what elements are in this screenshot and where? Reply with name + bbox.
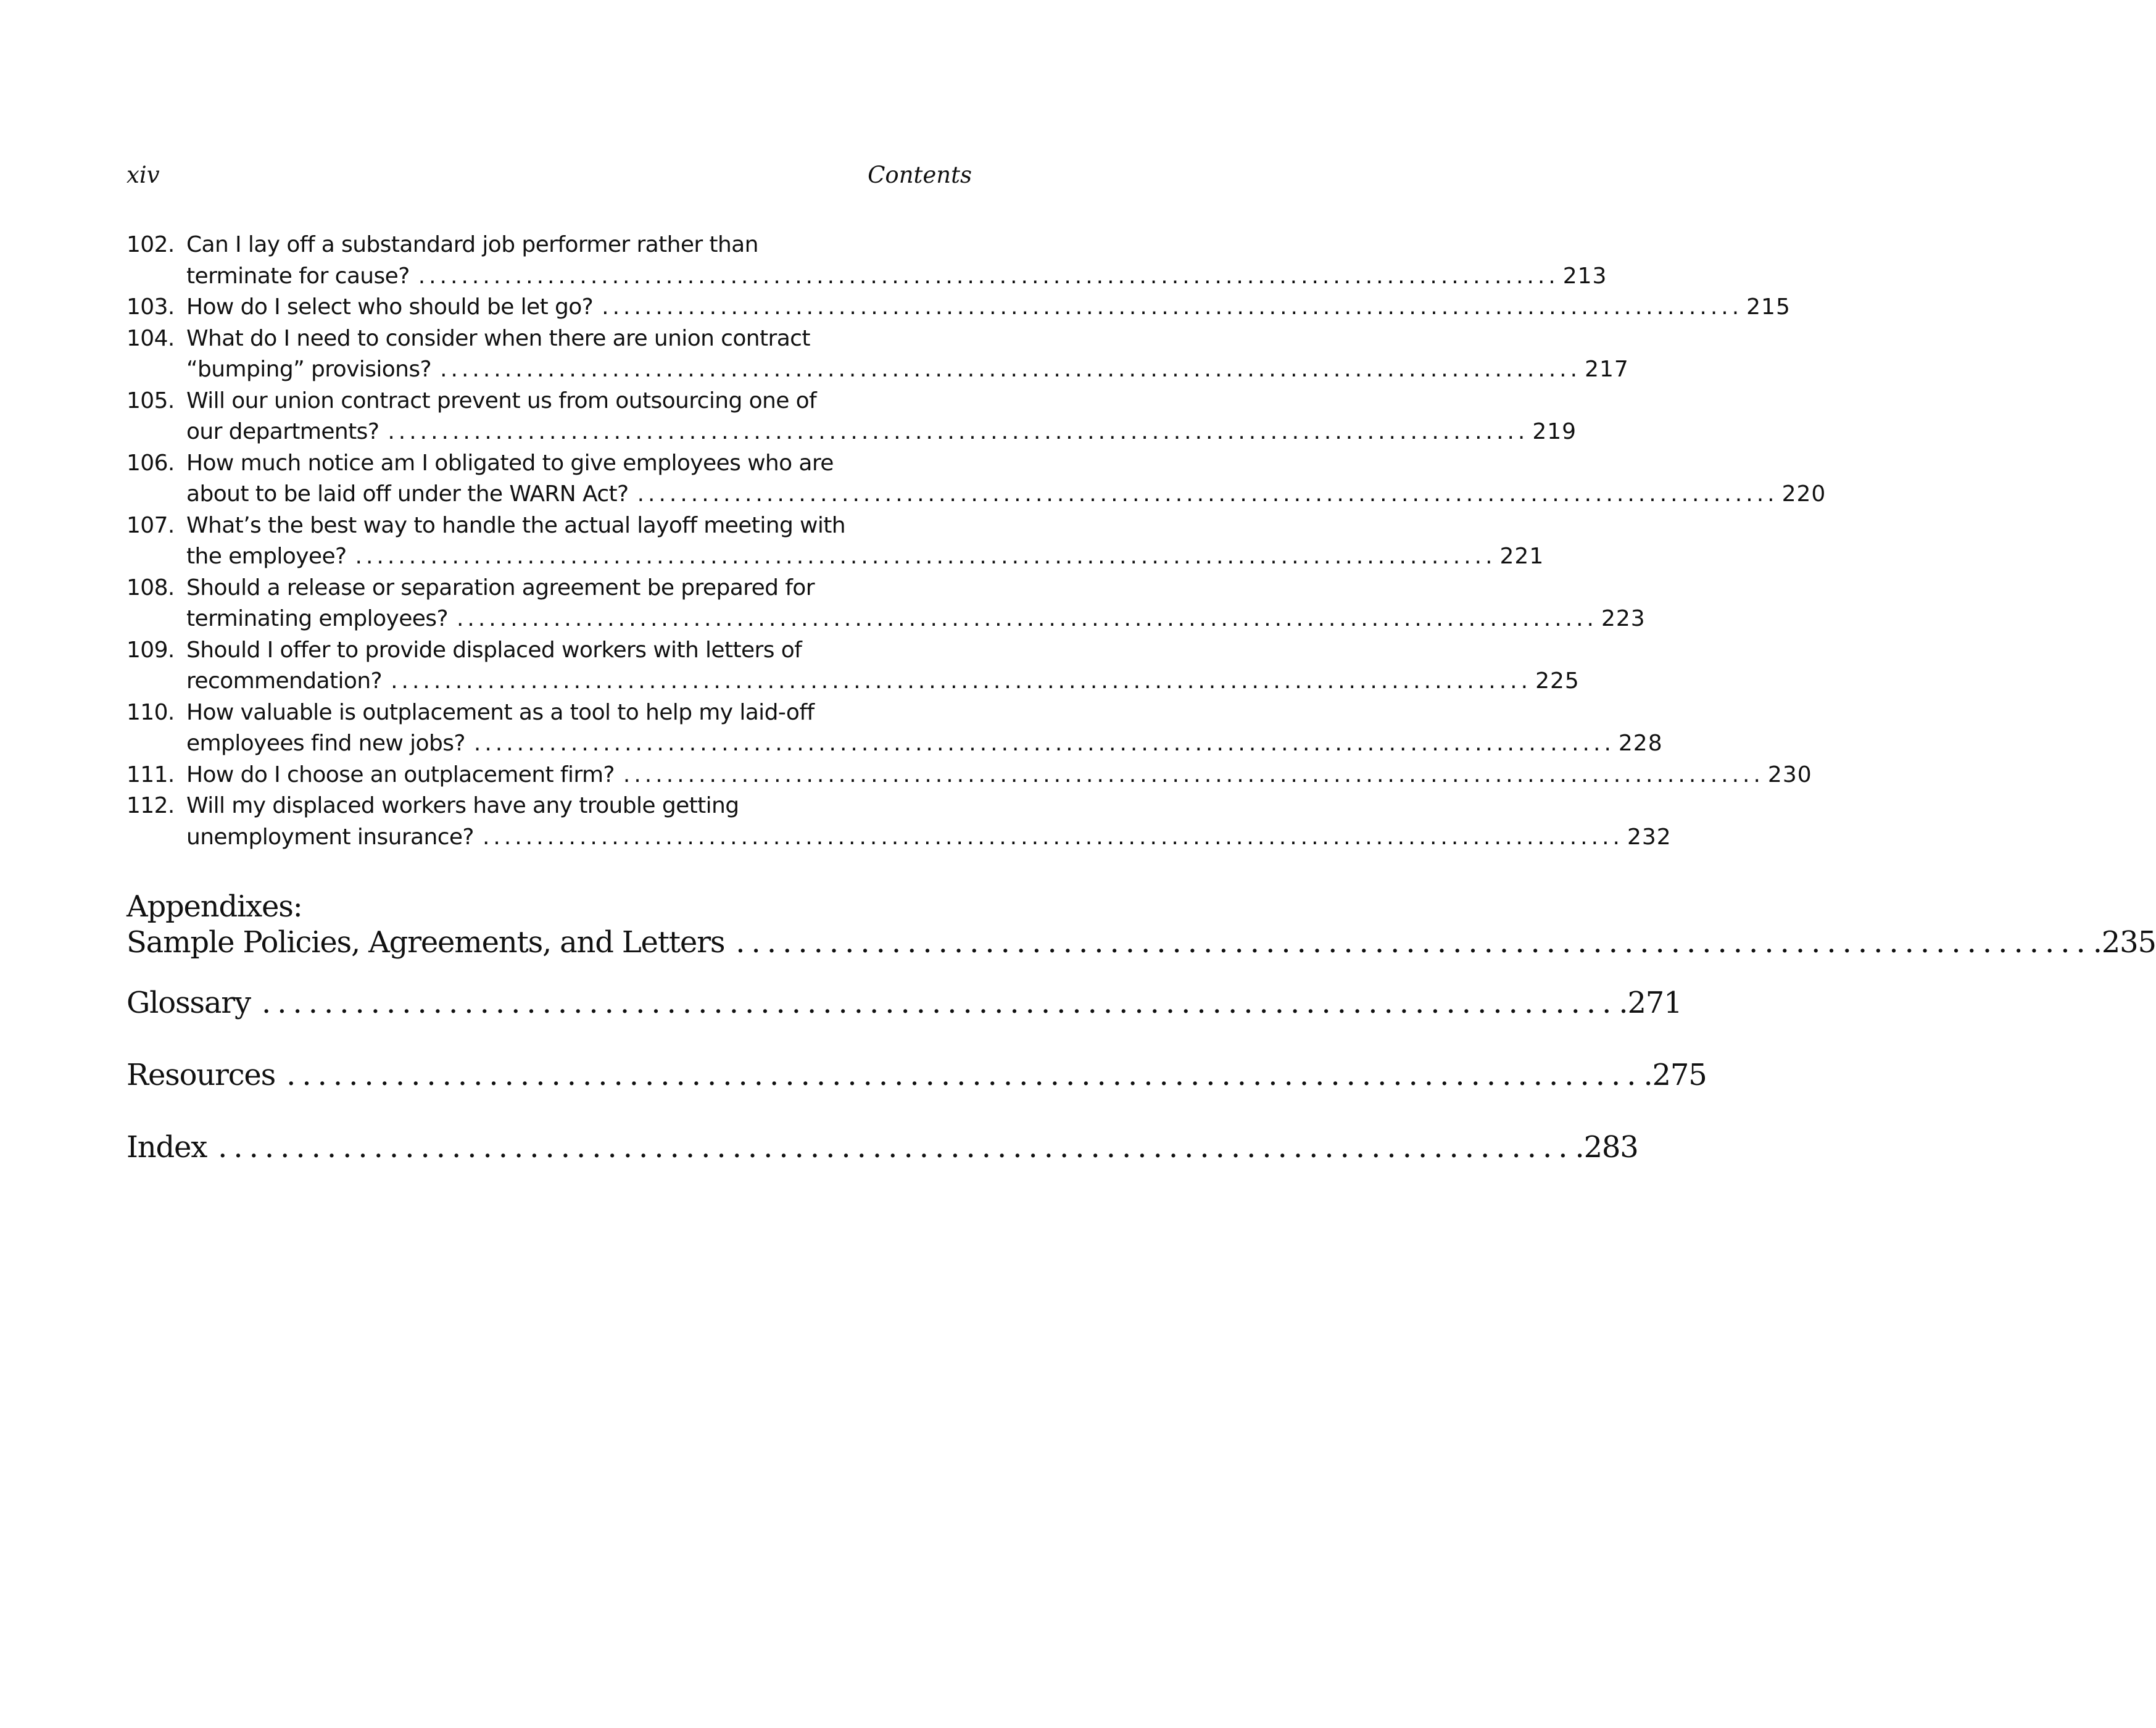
- dot-leader: .......................................................................................: [261, 986, 1618, 1020]
- dot-leader: .......................................................................................: [218, 1130, 1574, 1165]
- dot-leader: ..........................................................................................................: [388, 419, 1529, 444]
- toc-entry-page-number: 221: [1499, 544, 1544, 569]
- toc-entry: [126, 510, 1544, 573]
- toc-entry-line: [126, 728, 1663, 760]
- toc-entry-line: [126, 230, 972, 261]
- toc-entry-number: 106.: [126, 450, 175, 476]
- section-title: Glossary: [126, 986, 251, 1020]
- toc-entry: [126, 230, 1607, 292]
- toc-entry-question-cont: our departments?: [186, 417, 388, 448]
- toc-entry-question-cont: employees find new jobs?: [186, 728, 474, 760]
- dot-leader: ..........................................................................................................: [418, 263, 1559, 289]
- toc-entry-question: What’s the best way to handle the actual layoff meeting with: [186, 512, 846, 538]
- toc-entry-line: [126, 697, 972, 729]
- running-title: Contents: [868, 162, 972, 188]
- section-page-number: .283: [1575, 1130, 1638, 1165]
- toc-entry-number: 102.: [126, 232, 175, 257]
- toc-entry-number: 105.: [126, 388, 175, 413]
- toc-entry-question-cont: “bumping” provisions?: [186, 354, 440, 386]
- toc-entry-page-number: 232: [1627, 824, 1672, 850]
- dot-leader: .......................................................................................: [736, 925, 2092, 960]
- toc-entry-question: Should a release or separation agreement be prepared for: [186, 575, 815, 600]
- dot-leader: ..........................................................................................................: [623, 762, 1764, 787]
- dot-leader: ..........................................................................................................: [637, 481, 1778, 507]
- toc-entry-line: [126, 760, 1812, 791]
- toc-entry-question-cont: terminating employees?: [186, 604, 457, 635]
- toc-entry-page-number: 220: [1781, 481, 1826, 507]
- dot-leader: ..........................................................................................................: [456, 606, 1598, 631]
- toc-entry-question-cont: about to be laid off under the WARN Act?: [186, 479, 637, 510]
- toc-entry-question-cont: recommendation?: [186, 666, 391, 697]
- dot-leader: ..........................................................................................................: [473, 731, 1615, 756]
- toc-section-index: [126, 1129, 1638, 1165]
- toc-entry-number: 103.: [126, 294, 175, 320]
- toc-entry-question: Can I lay off a substandard job performer rather than: [186, 232, 758, 257]
- toc-entry-page-number: 219: [1532, 419, 1577, 444]
- toc-entry-number: 108.: [126, 575, 175, 600]
- toc-section-glossary: [126, 985, 1682, 1021]
- toc-entry-number: 112.: [126, 793, 175, 818]
- toc-entry-page-number: 228: [1618, 731, 1663, 756]
- toc-section-resources: [126, 1057, 1707, 1093]
- toc-entry-line: [126, 292, 1791, 323]
- toc-entry-question: How do I select who should be let go?: [186, 292, 602, 323]
- page-folio: xiv: [126, 162, 160, 188]
- toc-entry-question: Will my displaced workers have any trouble getting: [186, 793, 739, 818]
- section-leader-row: [126, 924, 2156, 960]
- section-title: Resources: [126, 1058, 276, 1092]
- toc-entry-line: [126, 417, 1577, 448]
- dot-leader: .......................................................................................: [286, 1058, 1643, 1092]
- toc-entry-question-cont: the employee?: [186, 541, 355, 573]
- toc-entry-page-number: 213: [1562, 263, 1607, 289]
- toc-entry: [126, 292, 1791, 323]
- toc-entry-number: 104.: [126, 325, 175, 351]
- toc-entry-question-cont: unemployment insurance?: [186, 822, 483, 854]
- section-page-number: .275: [1643, 1058, 1707, 1092]
- toc-entry: [126, 635, 1580, 697]
- toc-entry-number: 111.: [126, 762, 175, 787]
- toc-entry-page-number: 215: [1746, 294, 1791, 320]
- toc-entry: [126, 386, 1577, 448]
- toc-entry-line: [126, 604, 1646, 635]
- toc-entry-line: [126, 261, 1607, 293]
- toc-entry-page-number: 223: [1601, 606, 1646, 631]
- toc-entry-page-number: 230: [1767, 762, 1812, 787]
- toc-entry-page-number: 225: [1535, 668, 1580, 694]
- toc-entry-line: [126, 479, 1826, 510]
- toc-entry-line: [126, 354, 1629, 386]
- toc-entry-question: How valuable is outplacement as a tool to help my laid-off: [186, 699, 815, 725]
- dot-leader: ..........................................................................................................: [602, 294, 1743, 320]
- toc-entry-question: Will our union contract prevent us from outsourcing one of: [186, 388, 817, 413]
- running-head: [126, 162, 972, 193]
- dot-leader: ..........................................................................................................: [391, 668, 1532, 694]
- section-subtitle: Sample Policies, Agreements, and Letters: [126, 925, 725, 960]
- toc-entry: [126, 760, 1812, 791]
- toc-entry-number: 107.: [126, 512, 175, 538]
- section-page-number: .235: [2092, 925, 2156, 960]
- toc-entry-line: [126, 448, 972, 480]
- toc-entry-line: [126, 573, 972, 604]
- toc-entry: [126, 573, 1646, 635]
- section-title: Index: [126, 1130, 207, 1165]
- toc-section-appendixes: [126, 889, 2156, 960]
- toc-entry-number: 109.: [126, 637, 175, 663]
- section-page-number: .271: [1619, 986, 1682, 1020]
- toc-entry-line: [126, 541, 1544, 573]
- toc-entry-line: [126, 822, 1672, 854]
- toc-entry-question: Should I offer to provide displaced workers with letters of: [186, 637, 802, 663]
- toc-entry: [126, 697, 1663, 760]
- toc-question-list: [126, 230, 1826, 853]
- toc-entry: [126, 323, 1629, 386]
- toc-entry-line: [126, 386, 972, 417]
- toc-entry: [126, 448, 1826, 510]
- toc-entry-line: [126, 666, 1580, 697]
- toc-entry-line: [126, 791, 972, 822]
- toc-entry-question: What do I need to consider when there are union contract: [186, 325, 810, 351]
- dot-leader: ..........................................................................................................: [482, 824, 1623, 850]
- dot-leader: ..........................................................................................................: [440, 357, 1582, 382]
- toc-entry-line: [126, 323, 972, 355]
- toc-entry-number: 110.: [126, 699, 175, 725]
- toc-entry-question-cont: terminate for cause?: [186, 261, 418, 293]
- toc-entry-question: How do I choose an outplacement firm?: [186, 760, 623, 791]
- toc-section-list: [126, 889, 2156, 1165]
- section-title: Appendixes:: [126, 889, 302, 924]
- dot-leader: ..........................................................................................................: [355, 544, 1496, 569]
- toc-entry-question: How much notice am I obligated to give employees who are: [186, 450, 834, 476]
- toc-entry: [126, 791, 1672, 853]
- toc-entry-page-number: 217: [1585, 357, 1629, 382]
- toc-entry-line: [126, 510, 972, 542]
- toc-entry-line: [126, 635, 972, 667]
